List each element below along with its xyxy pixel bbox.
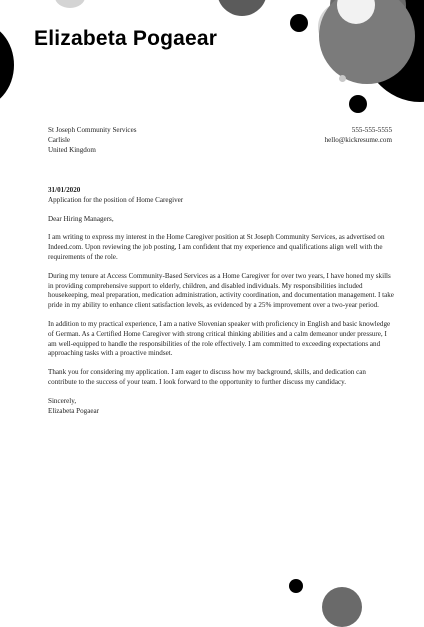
letter-subject: Application for the position of Home Caregiver <box>48 195 184 204</box>
decorative-circle <box>0 22 14 108</box>
signature: Elizabeta Pogaear <box>48 406 100 415</box>
salutation: Dear Hiring Managers, <box>48 214 114 223</box>
decorative-circle <box>290 14 308 32</box>
recipient-company: St Joseph Community Services <box>48 126 137 134</box>
closing: Sincerely, <box>48 396 77 405</box>
letter-paragraph: During my tenure at Access Community-Based Services as a Home Caregiver for over two years, I have honed my skills in providing comprehensive support to elderly, children, and disabled individuals. My responsibilities included housekeeping, meal preparation, medication administration, activity coordination, and documentation management. I take pride in my ability to enhance client satisfaction levels, as evidenced by a 25% improvement over a two-year period. <box>48 271 394 310</box>
decorative-circle <box>349 95 367 113</box>
letter-paragraph: In addition to my practical experience, I am a native Slovenian speaker with proficiency in English and basic knowledge of German. As a Certified Home Caregiver with strong critical thinking abilities and a calm demeanor under pressure, I am well-equipped to handle the responsibilities of the role effectively. I am committed to exceeding expectations and approaching tasks with a proactive mindset. <box>48 319 391 358</box>
recipient-city: Carlisle <box>48 135 71 144</box>
recipient-address <box>48 126 136 155</box>
decorative-circle <box>339 75 346 82</box>
letter-paragraph: I am writing to express my interest in the Home Caregiver position at St Joseph Community Services, as advertised on Indeed.com. Upon reviewing the job posting, I am confident that my experience and qualifications align well with the requirements of the role. <box>48 233 385 261</box>
letter-body <box>48 186 395 416</box>
decorative-circle <box>289 579 303 593</box>
letter-paragraph: Thank you for considering my application. I am eager to discuss how my background, skills, and dedication can contribute to the success of your team. I look forward to the opportunity to further discuss my candidacy. <box>48 368 366 386</box>
letter-date: 31/01/2020 <box>48 186 81 194</box>
decorative-circle <box>322 587 362 627</box>
email-address: hello@kickresume.com <box>324 135 392 144</box>
applicant-name: Elizabeta Pogaear <box>34 27 218 50</box>
decorative-circle <box>55 0 85 8</box>
contact-info <box>325 126 392 146</box>
recipient-country: United Kingdom <box>48 145 96 154</box>
decorative-circle <box>217 0 267 16</box>
phone-number: 555-555-5555 <box>351 126 392 134</box>
